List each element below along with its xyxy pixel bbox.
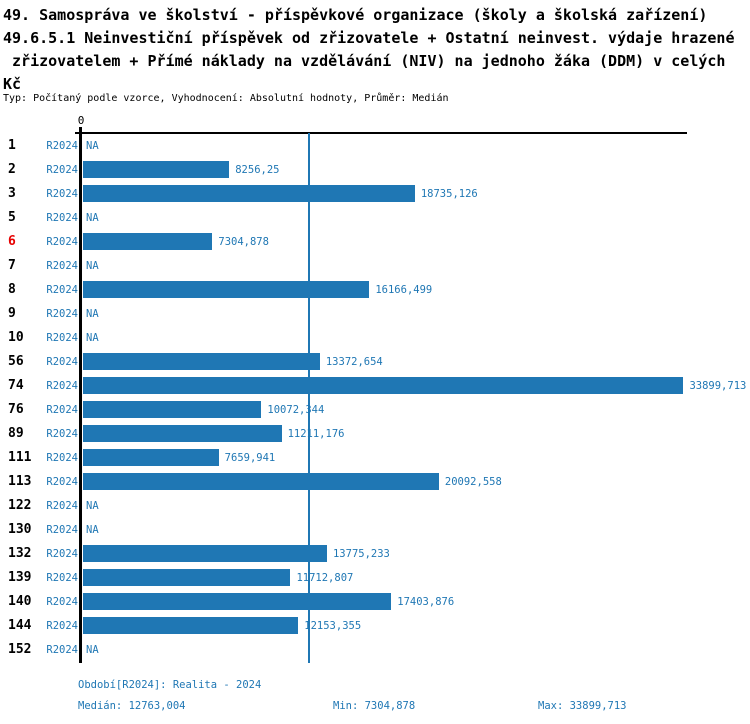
row-series-label: R2024 bbox=[46, 620, 78, 632]
row-series-label: R2024 bbox=[46, 476, 78, 488]
chart-row bbox=[0, 230, 750, 254]
row-category-label: 122 bbox=[8, 498, 32, 513]
zero-tick-label: 0 bbox=[77, 114, 85, 127]
row-category-label: 113 bbox=[8, 474, 32, 489]
row-value-label: NA bbox=[86, 308, 99, 320]
footer-median: Medián: 12763,004 bbox=[78, 700, 186, 712]
row-bar bbox=[83, 161, 229, 178]
row-category-label: 1 bbox=[8, 138, 16, 153]
row-value-label: 7304,878 bbox=[218, 236, 269, 248]
title-line-4: Kč bbox=[3, 75, 22, 93]
row-value-label: NA bbox=[86, 644, 99, 656]
row-series-label: R2024 bbox=[46, 356, 78, 368]
row-category-label: 144 bbox=[8, 618, 32, 633]
row-category-label: 3 bbox=[8, 186, 16, 201]
row-value-label: 10072,344 bbox=[267, 404, 325, 416]
row-category-label: 56 bbox=[8, 354, 24, 369]
row-category-label: 89 bbox=[8, 426, 24, 441]
row-series-label: R2024 bbox=[46, 140, 78, 152]
row-category-label: 7 bbox=[8, 258, 16, 273]
chart-row bbox=[0, 566, 750, 590]
chart-subtitle: Typ: Počítaný podle vzorce, Vyhodnocení: Absolutní hodnoty, Průměr: Medián bbox=[3, 93, 449, 104]
row-bar bbox=[83, 569, 290, 586]
row-series-label: R2024 bbox=[46, 548, 78, 560]
row-bar bbox=[83, 233, 212, 250]
row-category-label: 2 bbox=[8, 162, 16, 177]
chart-row bbox=[0, 326, 750, 350]
row-value-label: 18735,126 bbox=[420, 188, 478, 200]
row-value-label: NA bbox=[86, 140, 99, 152]
row-value-label: 11211,176 bbox=[287, 428, 345, 440]
chart-row bbox=[0, 254, 750, 278]
chart-row bbox=[0, 302, 750, 326]
chart-row bbox=[0, 350, 750, 374]
row-category-label: 6 bbox=[8, 234, 16, 249]
row-bar bbox=[83, 185, 415, 202]
row-bar bbox=[83, 425, 282, 442]
row-bar bbox=[83, 593, 391, 610]
row-series-label: R2024 bbox=[46, 284, 78, 296]
row-bar bbox=[83, 545, 327, 562]
row-category-label: 130 bbox=[8, 522, 32, 537]
footer-min: Min: 7304,878 bbox=[333, 700, 416, 712]
row-bar bbox=[83, 281, 369, 298]
chart-row bbox=[0, 158, 750, 182]
row-series-label: R2024 bbox=[46, 380, 78, 392]
row-value-label: 7659,941 bbox=[224, 452, 276, 464]
chart-row bbox=[0, 374, 750, 398]
row-series-label: R2024 bbox=[46, 644, 78, 656]
row-series-label: R2024 bbox=[46, 500, 78, 512]
row-value-label: 8256,25 bbox=[235, 164, 280, 176]
row-bar bbox=[83, 473, 439, 490]
row-category-label: 139 bbox=[8, 570, 32, 585]
row-bar bbox=[83, 617, 298, 634]
row-series-label: R2024 bbox=[46, 524, 78, 536]
row-value-label: NA bbox=[86, 332, 99, 344]
row-series-label: R2024 bbox=[46, 308, 78, 320]
page-title bbox=[3, 4, 735, 96]
chart-row bbox=[0, 542, 750, 566]
chart-row bbox=[0, 134, 750, 158]
row-series-label: R2024 bbox=[46, 332, 78, 344]
row-category-label: 10 bbox=[8, 330, 24, 345]
row-series-label: R2024 bbox=[46, 212, 78, 224]
chart-row bbox=[0, 398, 750, 422]
chart-row bbox=[0, 206, 750, 230]
chart-row bbox=[0, 518, 750, 542]
row-value-label: 13775,233 bbox=[332, 548, 390, 560]
row-series-label: R2024 bbox=[46, 404, 78, 416]
row-category-label: 8 bbox=[8, 282, 16, 297]
row-bar bbox=[83, 449, 219, 466]
chart-row bbox=[0, 470, 750, 494]
row-value-label: 20092,558 bbox=[444, 476, 502, 488]
row-value-label: NA bbox=[86, 524, 99, 536]
chart-row bbox=[0, 422, 750, 446]
row-series-label: R2024 bbox=[46, 236, 78, 248]
row-series-label: R2024 bbox=[46, 164, 78, 176]
title-line-2: 49.6.5.1 Neinvestiční příspěvek od zřizovatele + Ostatní neinvest. výdaje hrazené bbox=[3, 29, 735, 47]
row-value-label: 16166,499 bbox=[375, 284, 433, 296]
row-bar bbox=[83, 377, 683, 394]
row-category-label: 5 bbox=[8, 210, 16, 225]
footer-period: Období[R2024]: Realita - 2024 bbox=[78, 679, 262, 691]
chart-row bbox=[0, 278, 750, 302]
row-category-label: 74 bbox=[8, 378, 24, 393]
row-bar bbox=[83, 353, 320, 370]
row-series-label: R2024 bbox=[46, 596, 78, 608]
row-series-label: R2024 bbox=[46, 572, 78, 584]
row-category-label: 9 bbox=[8, 306, 16, 321]
chart-row bbox=[0, 182, 750, 206]
chart-row bbox=[0, 494, 750, 518]
row-bar bbox=[83, 401, 261, 418]
row-value-label: NA bbox=[86, 500, 99, 512]
row-category-label: 140 bbox=[8, 594, 32, 609]
row-series-label: R2024 bbox=[46, 260, 78, 272]
chart-row bbox=[0, 590, 750, 614]
row-value-label: 12153,355 bbox=[304, 620, 362, 632]
row-category-label: 132 bbox=[8, 546, 32, 561]
row-value-label: 17403,876 bbox=[397, 596, 455, 608]
chart-row bbox=[0, 446, 750, 470]
row-series-label: R2024 bbox=[46, 188, 78, 200]
title-line-3: zřizovatelem + Přímé náklady na vzdělávání (NIV) na jednoho žáka (DDM) v celých bbox=[3, 52, 726, 70]
row-value-label: 13372,654 bbox=[325, 356, 383, 368]
footer-max: Max: 33899,713 bbox=[538, 700, 627, 712]
row-category-label: 152 bbox=[8, 642, 32, 657]
chart-row bbox=[0, 638, 750, 662]
title-line-1: 49. Samospráva ve školství - příspěvkové organizace (školy a školská zařízení) bbox=[3, 6, 708, 24]
row-series-label: R2024 bbox=[46, 428, 78, 440]
row-value-label: 11712,807 bbox=[296, 572, 354, 584]
row-value-label: 33899,713 bbox=[689, 380, 747, 392]
chart-row bbox=[0, 614, 750, 638]
row-value-label: NA bbox=[86, 212, 99, 224]
row-category-label: 111 bbox=[8, 450, 32, 465]
row-category-label: 76 bbox=[8, 402, 24, 417]
row-series-label: R2024 bbox=[46, 452, 78, 464]
row-value-label: NA bbox=[86, 260, 99, 272]
